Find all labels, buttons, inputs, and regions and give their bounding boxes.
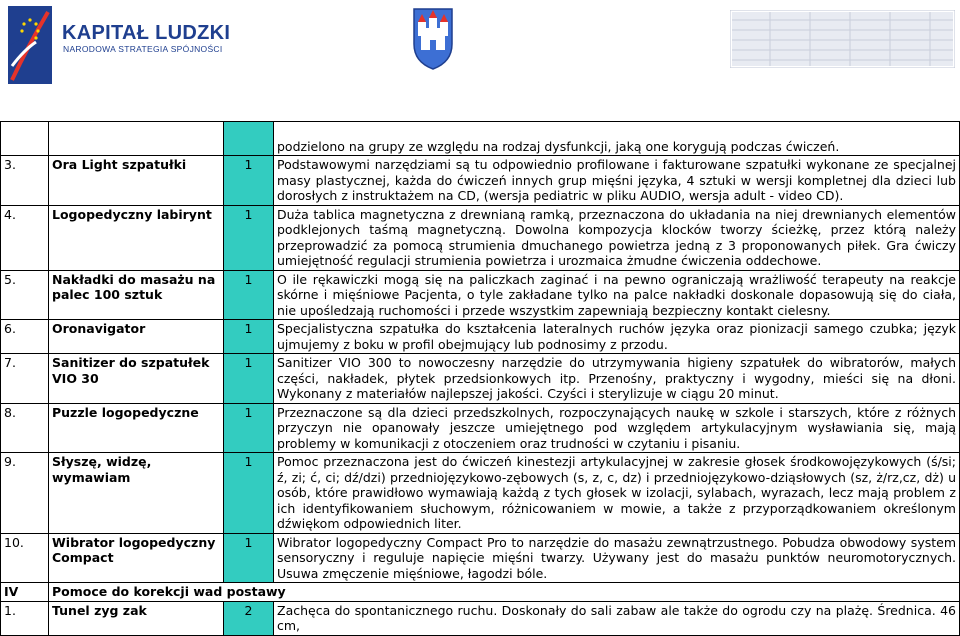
table-row [1, 354, 960, 404]
row-num: 4. [1, 205, 49, 270]
eu-flag-logo [730, 10, 955, 68]
desc-cell [274, 122, 960, 156]
row-name: Puzzle logopedyczne [49, 403, 224, 453]
table-row [1, 270, 960, 320]
equipment-table [0, 121, 960, 636]
row-name: Ora Light szpatułki [49, 156, 224, 206]
top-fragment-text: podzielono na grupy ze względu na rodzaj dysfunkcji, jaką one korygują podczas ćwiczeń. [277, 138, 840, 154]
row-desc: Specjalistyczna szpatułka do kształcenia lateralnych ruchów języka oraz pionizacji samego czubka; język ujmujemy z boku w profil obejmujący lub podnosimy z przodu. [274, 320, 960, 354]
table-row [1, 320, 960, 354]
row-name: Logopedyczny labirynt [49, 205, 224, 270]
table-row [1, 601, 960, 635]
table-row [1, 403, 960, 453]
row-qty: 1 [224, 533, 274, 583]
row-qty: 1 [224, 205, 274, 270]
row-num: 1. [1, 601, 49, 635]
section-row [1, 583, 960, 602]
logo-title: KAPITAŁ LUDZKI [62, 22, 231, 44]
row-desc: Duża tablica magnetyczna z drewnianą ramką, przeznaczona do układania na niej drewnianych elementów podklejonych taśmą magnetyczną. Dowolna kompozycja klocków tworzy ścieżkę, przez którą należy przeprowadzić za pomocą strumienia dmuchanego powietrza jedną z 3 proponowanych piłek. Gra ćwiczy umiejętność regulacji strumienia powietrza i urozmaica żmudne ćwiczenia oddechowe. [274, 205, 960, 270]
qty-cell [224, 122, 274, 156]
row-num: 7. [1, 354, 49, 404]
table-row [1, 122, 960, 156]
row-desc: O ile rękawiczki mogą się na paliczkach zaginać i na pewno ograniczają wrażliwość terapeuty na reakcje skórne i mięśniowe Pacjenta, o tyle zakładane tylko na palce nakładki doskonale dopasowują się do ciała, nie upośledzają ruchomości i przede wszystkim zapewniają bezpieczny kontakt cielesny. [274, 270, 960, 320]
logo-subtitle: NARODOWA STRATEGIA SPÓJNOŚCI [63, 44, 223, 54]
row-num: 5. [1, 270, 49, 320]
row-desc: Zachęca do spontanicznego ruchu. Doskonały do sali zabaw ale także do ogrodu czy na plażę. Średnica. 46 cm, [274, 601, 960, 635]
row-qty: 1 [224, 354, 274, 404]
row-qty: 1 [224, 453, 274, 534]
row-num: 6. [1, 320, 49, 354]
table-row [1, 156, 960, 206]
row-name: Sanitizer do szpatułek VIO 30 [49, 354, 224, 404]
name-cell [49, 122, 224, 156]
row-num: 9. [1, 453, 49, 534]
row-name: Słyszę, widzę, wymawiam [49, 453, 224, 534]
row-qty: 1 [224, 320, 274, 354]
row-desc: Wibrator logopedyczny Compact Pro to narzędzie do masażu zewnątrzustnego. Pobudza obwodowy system sensoryczny i reguluje napięcie mięśni twarzy. Używany jest do masażu punktów neuromotorycznych. Usuwa zmęczenie mięśniowe, łagodzi bóle. [274, 533, 960, 583]
city-crest-logo [413, 8, 453, 70]
row-desc: Sanitizer VIO 300 to nowoczesny narzędzie do utrzymywania higieny szpatułek do wibratorów, małych części, nakładek, płytek przedsionkowych itp. Przenośny, praktyczny i wygodny, mieści się na dłoni. Wykonany z materiałów najlepszej jakości. Czyści i sterylizuje w ciągu 20 minut. [274, 354, 960, 404]
row-num: 8. [1, 403, 49, 453]
row-name: Oronavigator [49, 320, 224, 354]
row-num: 3. [1, 156, 49, 206]
row-desc: Pomoc przeznaczona jest do ćwiczeń kinestezji artykulacyjnej w zakresie głosek środkowojęzykowych (ś/si; ź, zi; ć, ci; dź/dzi) przedniojęzykowo-zębowych (s, z, c, dz) i przedniojęzykowo-dziąsłowych (sz, ż/rz,cz, dż) u osób, które prawidłowo wymawiają każdą z tych głosek w izolacji, sylabach, wyrazach, lecz mają problem z ich identyfikowaniem słuchowym, różnicowaniem w mowie, a także z przyporządkowaniem określonym dźwiękom odpowiednich liter. [274, 453, 960, 534]
table-row [1, 533, 960, 583]
row-name: Tunel zyg zak [49, 601, 224, 635]
table-row [1, 453, 960, 534]
row-desc: Przeznaczone są dla dzieci przedszkolnych, rozpoczynających naukę w szkole i starszych, które z różnych przyczyn nie opanowały jeszcze umiejętnego pod względem artykulacyjnym wysławiania się, mają problemy w komunikacji z otoczeniem oraz trudności w czytaniu i pisaniu. [274, 403, 960, 453]
section-title: Pomoce do korekcji wad postawy [49, 583, 960, 602]
row-qty: 1 [224, 156, 274, 206]
row-name: Wibrator logopedyczny Compact [49, 533, 224, 583]
row-qty: 1 [224, 270, 274, 320]
kapital-ludzki-logo [8, 6, 52, 84]
row-name: Nakładki do masażu na palec 100 sztuk [49, 270, 224, 320]
table-row [1, 205, 960, 270]
page-header [0, 0, 960, 100]
row-qty: 2 [224, 601, 274, 635]
section-num: IV [1, 583, 49, 602]
row-qty: 1 [224, 403, 274, 453]
row-num: 10. [1, 533, 49, 583]
row-desc: Podstawowymi narzędziami są tu odpowiednio profilowane i fakturowane szpatułki wykonane ze specjalnej masy plastycznej, każda do ćwiczeń innych grup mięśni języka, 4 sztuki w wersji kompletnej dla dzieci lub dorosłych z instruktażem na CD, (wersja pediatric w pliku AUDIO, wersja adult - video CD). [274, 156, 960, 206]
num-cell [1, 122, 49, 156]
